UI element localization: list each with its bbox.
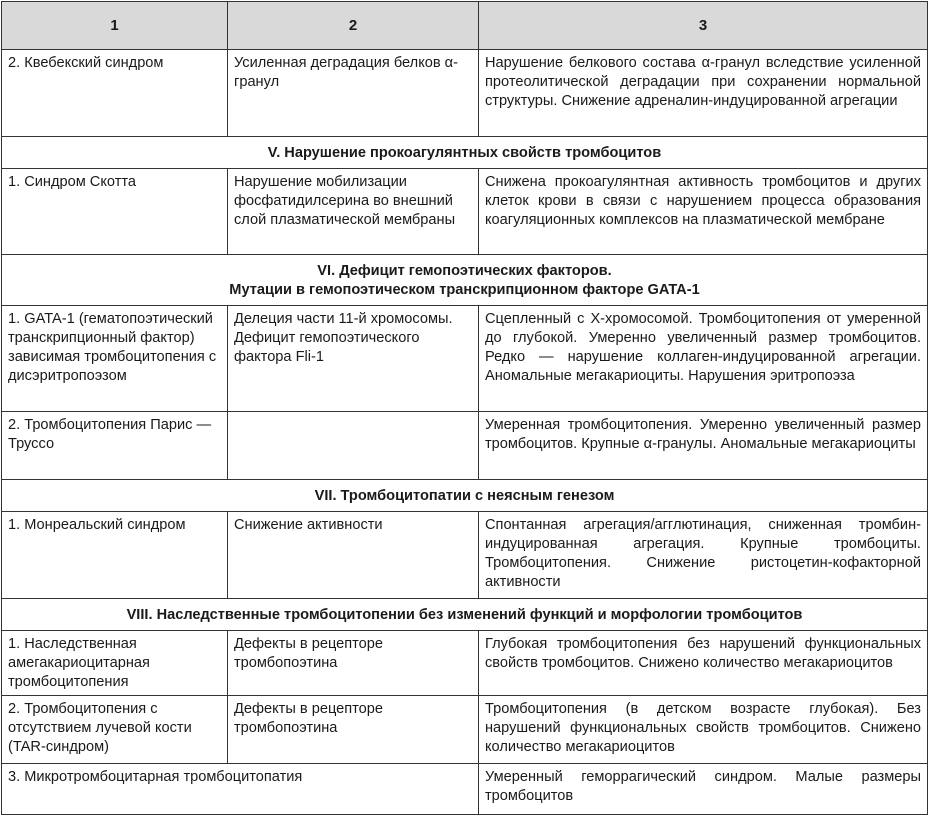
section-heading-line: V. Нарушение прокоагулянтных свойств тромбоцитов [267,145,662,161]
syndrome-name-cell: 1. GATA-1 (гематопоэтический транскрипционный фактор) зависимая тромбоцитопения с дисэритропоэзом [2,306,228,412]
syndrome-name-cell: 2. Квебекский синдром [2,50,228,137]
description-cell: Тромбоцитопения (в детском возрасте глубокая). Без нарушений функциональных свойств тромбоцитов. Снижено количество мегакариоцитов [479,696,928,764]
table-row [2,764,928,815]
defect-cell: Усиленная деградация белков α-гранул [228,50,479,137]
column-header-2: 2 [228,2,479,50]
section-heading-line: VII. Тромбоцитопатии с неясным генезом [314,488,615,504]
section-heading [2,599,928,631]
defect-cell: Нарушение мобилизации фосфатидилсерина во внешний слой плазматической мембраны [228,169,479,255]
description-cell: Спонтанная агрегация/агглютинация, сниженная тромбин-индуцированная агрегация. Крупные тромбоциты. Тромбоцитопения. Снижение ристоцетин-кофакторной активности [479,512,928,599]
description-cell: Глубокая тромбоцитопения без нарушений функциональных свойств тромбоцитов. Снижено количество мегакариоцитов [479,631,928,696]
table-row [2,306,928,412]
table-row [2,696,928,764]
description-cell: Умеренная тромбоцитопения. Умеренно увеличенный размер тромбоцитов. Крупные α-гранулы. Аномальные мегакариоциты [479,412,928,480]
section-heading-line: Мутации в гемопоэтическом транскрипционном факторе GATA-1 [229,282,700,298]
section-row [2,255,928,306]
description-cell: Снижена прокоагулянтная активность тромбоцитов и других клеток крови в связи с нарушением процесса образования коагуляционных комплексов на плазматической мембране [479,169,928,255]
table-row [2,50,928,137]
syndrome-name-cell: 1. Наследственная амегакариоцитарная тромбоцитопения [2,631,228,696]
section-row [2,137,928,169]
column-header-1: 1 [2,2,228,50]
section-row [2,480,928,512]
section-heading [2,480,928,512]
table-row [2,412,928,480]
defect-cell: Дефекты в рецепторе тромбопоэтина [228,631,479,696]
defect-cell: Дефекты в рецепторе тромбопоэтина [228,696,479,764]
description-cell: Умеренный геморрагический синдром. Малые размеры тромбоцитов [479,764,928,815]
description-cell: Нарушение белкового состава α-гранул вследствие усиленной протеолитической деградации при сохранении нормальной структуры. Снижение адреналин-индуцированной агрегации [479,50,928,137]
defect-cell: Снижение активности [228,512,479,599]
syndrome-name-cell: 1. Синдром Скотта [2,169,228,255]
syndrome-name-cell: 2. Тромбоцитопения с отсутствием лучевой кости (TAR-синдром) [2,696,228,764]
platelet-disorders-table [1,1,928,815]
section-heading [2,255,928,306]
description-cell: Сцепленный с X-хромосомой. Тромбоцитопения от умеренной до глубокой. Умеренно увеличенный размер тромбоцитов. Редко — нарушение коллаген-индуцированной агрегации. Аномальные мегакариоциты. Нарушения эритропоэза [479,306,928,412]
section-row [2,599,928,631]
defect-cell [228,412,479,480]
section-heading-line: VIII. Наследственные тромбоцитопении без изменений функций и морфологии тромбоцитов [126,607,803,623]
syndrome-name-cell: 2. Тромбоцитопения Парис — Труссо [2,412,228,480]
section-heading-line: VI. Дефицит гемопоэтических факторов. [317,263,612,279]
table-row [2,631,928,696]
table-row [2,512,928,599]
syndrome-name-cell: 1. Монреальский синдром [2,512,228,599]
table-row [2,169,928,255]
column-header-3: 3 [479,2,928,50]
syndrome-name-cell: 3. Микротромбоцитарная тромбоцитопатия [2,764,479,815]
defect-cell: Делеция части 11-й хромосомы. Дефицит гемопоэтического фактора Fli-1 [228,306,479,412]
section-heading [2,137,928,169]
column-header-row [2,2,928,50]
